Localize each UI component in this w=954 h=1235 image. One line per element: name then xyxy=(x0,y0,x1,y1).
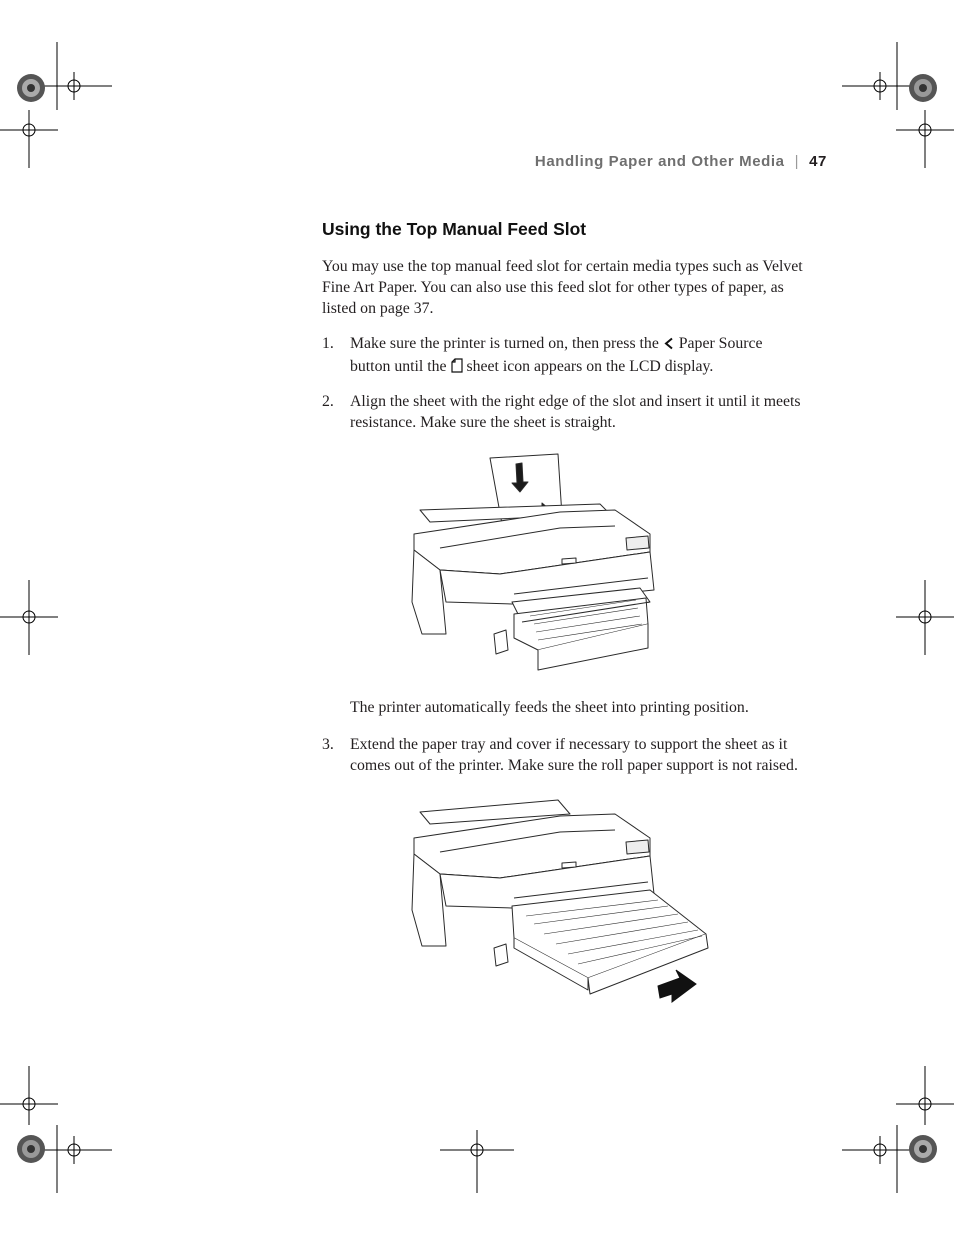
printer-sheet-feed-illustration xyxy=(410,452,670,674)
result-text: The printer automatically feeds the sheet into printing position. xyxy=(350,699,749,716)
pull-arrow-icon xyxy=(658,970,696,1002)
sheet-icon xyxy=(451,358,463,379)
step-number: 2. xyxy=(322,393,334,410)
figure1-caption-paragraph xyxy=(322,697,832,718)
page-number: 47 xyxy=(809,153,827,170)
left-arrow-button-icon xyxy=(663,335,675,356)
step-text: Make sure the printer is turned on, then press the xyxy=(350,335,659,352)
color-target-bottom-left xyxy=(17,1135,45,1163)
intro-line: Fine Art Paper. You can also use this feed slot for other types of paper, as xyxy=(322,279,784,296)
step-text: Paper Source xyxy=(678,335,763,352)
printer-tray-extend-illustration xyxy=(410,798,710,1013)
color-target-top-left xyxy=(17,74,45,102)
step-3 xyxy=(322,734,832,776)
step-text: Align the sheet with the right edge of the slot and insert it until it meets xyxy=(350,393,801,410)
running-header xyxy=(535,153,827,170)
step-number: 3. xyxy=(322,736,334,753)
step-text: resistance. Make sure the sheet is straight. xyxy=(350,414,616,431)
step-text: sheet icon appears on the LCD display. xyxy=(466,358,714,375)
intro-line: listed on page 37. xyxy=(322,300,434,317)
color-target-bottom-right xyxy=(909,1135,937,1163)
step-number: 1. xyxy=(322,335,334,352)
step-text: Extend the paper tray and cover if necessary to support the sheet as it xyxy=(350,736,788,753)
section-heading: Using the Top Manual Feed Slot xyxy=(322,219,587,239)
chapter-title: Handling Paper and Other Media xyxy=(534,153,785,170)
intro-line: You may use the top manual feed slot for certain media types such as Velvet xyxy=(322,258,803,275)
header-separator: | xyxy=(794,153,800,170)
step-text: button until the xyxy=(350,358,447,375)
step-1 xyxy=(322,333,832,375)
color-target-top-right xyxy=(909,74,937,102)
intro-paragraph xyxy=(322,256,832,319)
step-2 xyxy=(322,391,832,433)
step-text: comes out of the printer. Make sure the roll paper support is not raised. xyxy=(350,757,798,774)
